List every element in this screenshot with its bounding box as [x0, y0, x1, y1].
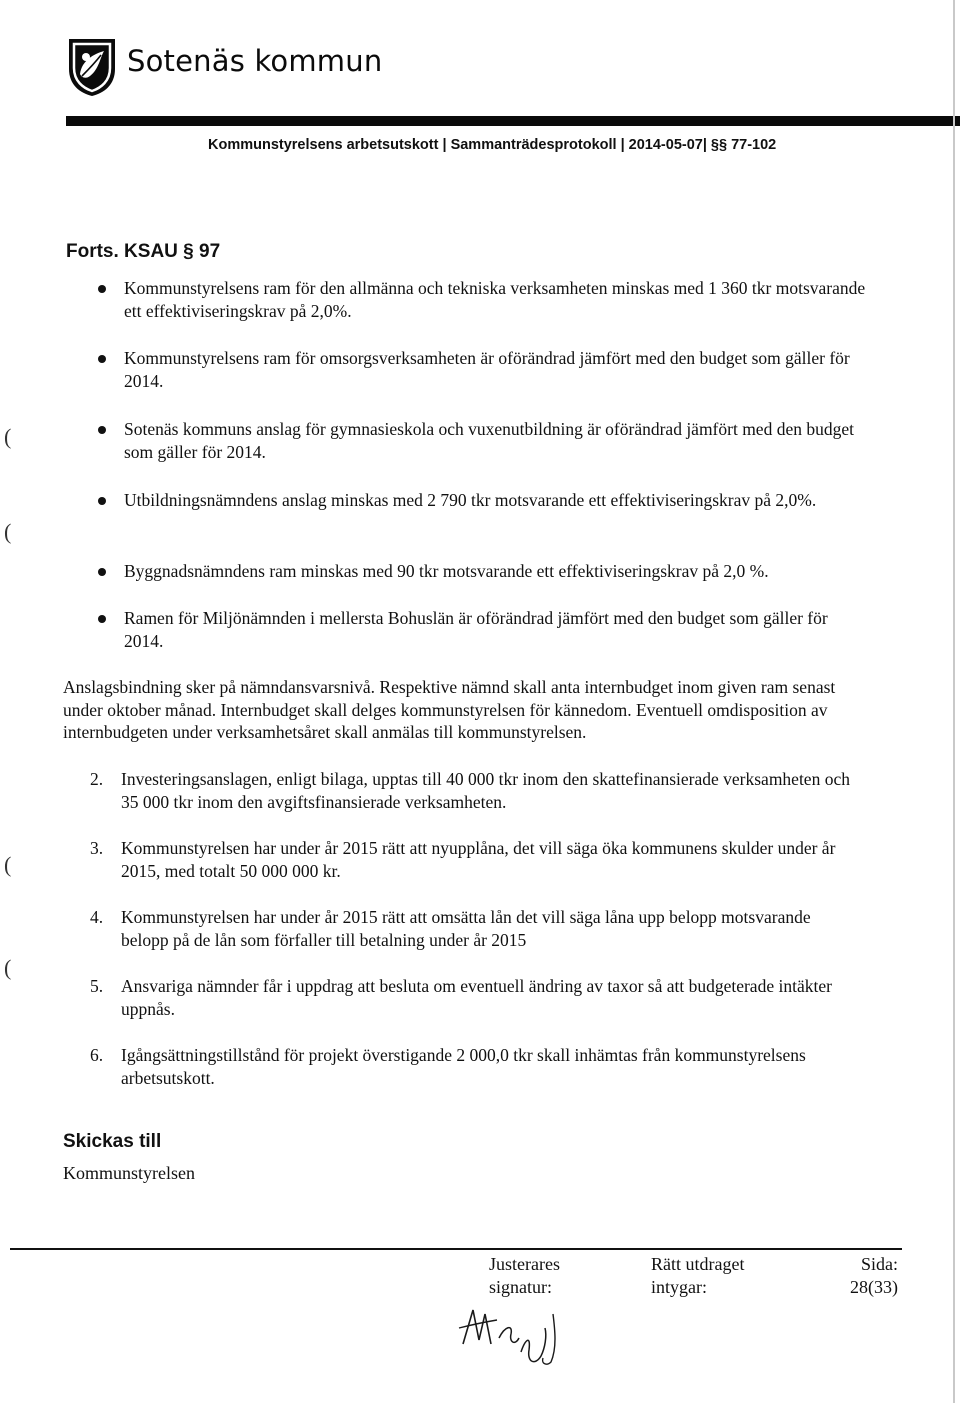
footer-rule: [10, 1248, 902, 1250]
scan-edge: [953, 0, 955, 1403]
item-text: Ansvariga nämnder får i uppdrag att besluta om eventuell ändring av taxor så att budgeterade intäkter uppnås.: [121, 976, 832, 1019]
numbered-item: [90, 975, 860, 1020]
organization-name: Sotenäs kommun: [127, 44, 383, 78]
municipal-crest-icon: [66, 36, 118, 98]
item-number: 4.: [90, 907, 104, 927]
section-heading: Forts. KSAU § 97: [66, 241, 221, 262]
bullet-item: [66, 560, 866, 583]
justeras-label-line2: signatur:: [489, 1277, 552, 1297]
numbered-item: [90, 768, 860, 813]
protocol-reference: Kommunstyrelsens arbetsutskott | Sammanträdesprotokoll | 2014-05-07| §§ 77-102: [208, 137, 777, 153]
bullet-dot: [98, 615, 106, 623]
bullet-text: Kommunstyrelsens ram för den allmänna och tekniska verksamheten minskas med 1 360 tkr motsvarande ett effektiviseringskrav på 2,0%.: [124, 278, 866, 321]
send-to-heading: Skickas till: [63, 1131, 162, 1152]
bullet-item: [66, 418, 866, 463]
bullet-dot: [98, 285, 106, 293]
item-number: 2.: [90, 769, 104, 789]
item-text: Investeringsanslagen, enligt bilaga, upptas till 40 000 tkr inom den skattefinansierade verksamheten och 35 000 tkr inom den avgiftsfinansierade verksamheten.: [121, 769, 850, 812]
justeras-label-line1: Justerares: [489, 1254, 560, 1274]
bullet-text: Sotenäs kommuns anslag för gymnasieskola och vuxenutbildning är oförändrad jämfört med den budget som gäller för 2014.: [124, 419, 854, 462]
bullet-text: Utbildningsnämndens anslag minskas med 2 790 tkr motsvarande ett effektiviseringskrav på 2,0%.: [124, 490, 817, 510]
header-rule: [66, 116, 960, 126]
bullet-text: Ramen för Miljönämnden i mellersta Bohuslän är oförändrad jämfört med den budget som gäller för 2014.: [124, 608, 828, 651]
margin-mark: (: [4, 955, 12, 980]
bullet-item: [66, 277, 866, 322]
page-number: 28(33): [850, 1277, 898, 1297]
margin-mark: (: [4, 852, 12, 877]
ratt-utdraget-line1: Rätt utdraget: [651, 1254, 745, 1274]
item-number: 3.: [90, 838, 104, 858]
ratt-utdraget-line2: intygar:: [651, 1277, 707, 1297]
bullet-dot: [98, 568, 106, 576]
numbered-item: [90, 906, 860, 951]
numbered-item: [90, 837, 860, 882]
bullet-item: [66, 607, 866, 652]
page-label: Sida:: [860, 1254, 898, 1274]
numbered-item: [90, 1044, 860, 1089]
bullet-text: Kommunstyrelsens ram för omsorgsverksamheten är oförändrad jämfört med den budget som gäller för 2014.: [124, 348, 850, 391]
item-number: 5.: [90, 976, 104, 996]
bullet-dot: [98, 497, 106, 505]
send-to-recipient: Kommunstyrelsen: [63, 1163, 195, 1183]
bullet-dot: [98, 355, 106, 363]
bullet-dot: [98, 426, 106, 434]
ratt-utdraget-label: [651, 1253, 744, 1299]
item-text: Kommunstyrelsen har under år 2015 rätt att omsätta lån det vill säga låna upp belopp motsvarande belopp på de lån som förfaller till betalning under år 2015: [121, 907, 811, 950]
bullet-item: [66, 347, 866, 392]
margin-mark: (: [4, 519, 12, 544]
justeras-label: [489, 1253, 560, 1299]
page-number-block: [820, 1253, 898, 1299]
item-text: Kommunstyrelsen har under år 2015 rätt att nyupplåna, det vill säga öka kommunens skulder under år 2015, med totalt 50 000 000 kr.: [121, 838, 836, 881]
bullet-item: [66, 489, 866, 512]
handwritten-signature-icon: [455, 1300, 575, 1372]
item-number: 6.: [90, 1045, 104, 1065]
margin-mark: (: [4, 424, 12, 449]
bullet-text: Byggnadsnämndens ram minskas med 90 tkr motsvarande ett effektiviseringskrav på 2,0 %.: [124, 561, 769, 581]
item-text: Igångsättningstillstånd för projekt överstigande 2 000,0 tkr skall inhämtas från kommunstyrelsens arbetsutskott.: [121, 1045, 806, 1088]
budget-paragraph: Anslagsbindning sker på nämndansvarsnivå. Respektive nämnd skall anta internbudget inom given ram senast under oktober månad. Internbudget skall delges kommunstyrelsen för kännedom. Eventuell omdisposition av internbudgeten under verksamhetsåret skall anmälas till kommunstyrelsen.: [63, 677, 836, 742]
